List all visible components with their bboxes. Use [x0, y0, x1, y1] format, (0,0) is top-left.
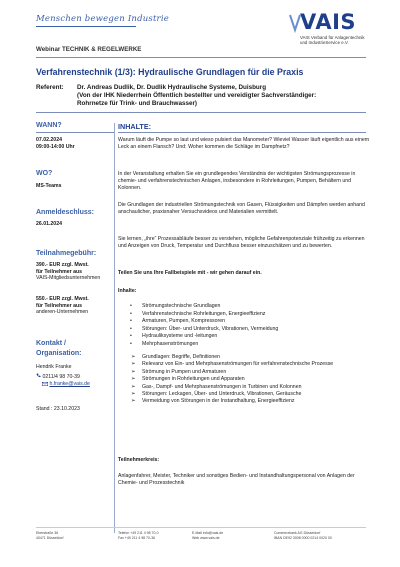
bullet-icon: •: [130, 303, 132, 309]
list-item: [131, 391, 368, 398]
event-date: 07.02.2024: [36, 137, 62, 143]
fee-member-line: VAIS-Mitgliedsunternehmen: [36, 275, 101, 282]
contact-phone: 0211/4 98 70-39: [42, 374, 80, 380]
inhalte-list: [130, 303, 279, 349]
list-item-text: Grundlagen: Begriffe, Definitionen: [142, 354, 221, 360]
list-item-text: Strömung in Pumpen und Armaturen: [142, 368, 227, 375]
tagline: Menschen bewegen Industrie: [36, 14, 169, 24]
fee-member-amount: 390.- EUR zzgl. Mwst.: [36, 262, 89, 268]
footer-line: Eberstraße 36: [36, 531, 59, 535]
teilnehmerkreis-text: Anlagenfahrer, Meister, Techniker und sonstiges Bedien- und Instandhaltungspersonal von Anlagen der Chemie- und Prozesstechnik: [118, 473, 355, 486]
footer-divider: [36, 527, 366, 528]
contact-email-link[interactable]: h.franke@vais.de: [49, 381, 90, 387]
list-item: [130, 340, 278, 349]
referent-label: Referent:: [36, 84, 64, 91]
footer-bank: [274, 531, 332, 540]
kontakt-heading-line: Kontakt /: [36, 340, 66, 347]
bullet-icon: •: [130, 325, 132, 332]
divider: [36, 112, 366, 113]
divider: [36, 132, 114, 133]
inhalte-label: Inhalte:: [118, 288, 137, 294]
topics-list: [131, 354, 368, 406]
paragraph: Die Grundlagen der industriellen Strömungstechnik von Gasen, Flüssigkeiten und Dämpfen werden anhand anschaulicher, praxisnaher Versuchsvideos und Materialien vermittelt.: [118, 202, 365, 215]
list-item-text: Hydrauliksysteme und -leitungen: [142, 333, 218, 340]
bullet-icon: •: [130, 340, 132, 347]
paragraph: In der Veranstaltung erhalten Sie ein grundlegendes Verständnis der wichtigsten Strömungsprozesse in chemie- und verfahrenstechnischen Anlagen, insbesondere in Rohrleitungen, Pumpen, Behältern und Kolonnen.: [118, 171, 356, 191]
fee-member-line: für Teilnehmer aus: [36, 268, 83, 275]
kontakt-heading-line: Organisation:: [36, 350, 82, 357]
list-item: [131, 368, 368, 376]
fee-nonmember: [36, 296, 89, 316]
list-item-text: Armaturen, Pumpen, Kompressoren: [142, 318, 226, 325]
kontakt-heading: [36, 339, 82, 359]
list-item: [131, 376, 368, 383]
checkmark-icon: ➢: [131, 361, 136, 368]
footer-address: [36, 531, 63, 540]
fee-nonmember-line: anderen-Unternehmen: [36, 309, 89, 316]
footer-web: [192, 531, 223, 540]
checkmark-icon: ➢: [131, 391, 136, 398]
stand-date: Stand : 23.10.2023: [36, 406, 80, 412]
wo-heading: WO?: [36, 170, 53, 177]
list-item-text: Vermeidung von Störungen in der Instandhaltung, Energieeffizienz: [142, 398, 295, 405]
footer-line: 40471 Düsseldorf: [36, 535, 64, 540]
list-item: [131, 354, 368, 361]
tagline-underline: [36, 26, 136, 27]
footer-line: IBAN DE92 3008 0000 0214 0020 00: [274, 535, 332, 540]
footer-line: E-Mail info@vais.de: [192, 531, 224, 535]
list-item-text: Störungen: Leckagen, Über- und Unterdruck, Vibrationen, Geräusche: [142, 391, 302, 398]
paragraph: Sie lernen, „ihre“ Prozessabläufe besser zu verstehen, mögliche Gefahrenpotenziale frühzeitig zu erkennen und Anzeigen von Druck, Temperatur und Durchfluss besser einzuschätzen und zu bewerten.: [118, 236, 365, 249]
checkmark-icon: ➢: [131, 383, 136, 390]
referent-line: Dr. Andreas Dudlik, Dr. Dudlik Hydraulische Systeme, Duisburg: [77, 84, 267, 91]
checkmark-icon: ➢: [131, 368, 136, 375]
call-to-action: Teilen Sie uns Ihre Fallbeispiele mit - wir gehen darauf ein.: [118, 270, 262, 276]
logo-subtitle: [300, 35, 395, 46]
intro-paragraph: Warum läuft die Pumpe so laut und wieso pulsiert das Manometer? Wieviel Wasser läuft eigentlich aus einem Leck an einem Flansch? Und: Woher kommen die Schläge im Dampfnetz?: [118, 137, 370, 150]
footer-line: Web www.vais.de: [192, 535, 220, 540]
list-item: [131, 398, 368, 405]
divider: [36, 57, 366, 58]
event-location: MS-Teams: [36, 183, 62, 189]
event-type: Webinar TECHNIK & REGELWERKE: [36, 46, 142, 53]
footer-line: Commerzbank AG Düsseldorf: [274, 531, 321, 535]
footer-line: Fax +49 211 4 98 70-36: [118, 535, 156, 540]
footer-line: Telefon +49 211 4 98 70-0: [118, 531, 159, 535]
list-item-text: Strömungstechnische Grundlagen: [142, 303, 221, 309]
divider: [118, 132, 366, 133]
bullet-icon: •: [130, 333, 132, 340]
list-item: [130, 325, 279, 334]
checkmark-icon: ➢: [131, 354, 136, 360]
mail-icon: [42, 382, 48, 386]
list-item: [131, 361, 368, 368]
list-item-text: Strömungen in Rohrleitungen und Apparaten: [142, 376, 245, 383]
referent-line: (Von der IHK Niederrhein Öffentlich bestellter und vereidigter Sachverständiger:: [77, 92, 317, 99]
fee-nonmember-line: für Teilnehmer aus: [36, 302, 83, 309]
list-item: [130, 333, 278, 341]
fee-member: [36, 262, 100, 282]
list-item: [131, 383, 368, 391]
checkmark-icon: ➢: [131, 376, 136, 383]
inhalte-heading: INHALTE:: [118, 122, 152, 131]
fee-heading: Teilnahmegebühr:: [36, 250, 97, 257]
anmeldeschluss-date: 26.01.2024: [36, 221, 62, 227]
bullet-icon: •: [130, 318, 132, 325]
contact-email-row: [42, 381, 90, 388]
checkmark-icon: ➢: [131, 398, 136, 405]
referent-line: Rohrnetze für Trink- und Brauchwasser): [77, 100, 198, 107]
bullet-icon: •: [130, 310, 132, 317]
list-item: [130, 310, 278, 319]
phone-icon: [36, 373, 41, 378]
page-title: Verfahrenstechnik (1/3): Hydraulische Grundlagen für die Praxis: [36, 67, 304, 77]
list-item: [130, 318, 278, 326]
list-item-text: Verfahrenstechnische Rohrleitungen, Energieeffizienz: [142, 310, 266, 317]
anmeldeschluss-heading: Anmeldeschluss:: [36, 209, 94, 216]
list-item-text: Gas-, Dampf- und Mehrphasenströmungen in Turbinen und Kolonnen: [142, 383, 302, 390]
event-time: 09:00-14:00 Uhr: [36, 144, 75, 150]
logo-subtitle-line: VAIS Verband für Anlagentechnik: [300, 35, 365, 40]
list-item-text: Störungen: Über- und Unterdruck, Vibrationen, Vermeidung: [142, 325, 279, 332]
wann-heading: WANN?: [36, 122, 62, 129]
list-item: [130, 303, 278, 311]
logo-subtitle-line: und IndustrieService e.V.: [300, 40, 349, 46]
list-item-text: Relevanz von Ein- und Mehrphasenströmungen für verfahrenstechnische Prozesse: [142, 361, 334, 368]
vais-logo: VAIS: [300, 10, 357, 34]
list-item-text: Mehrphasenströmungen: [142, 340, 199, 347]
teilnehmerkreis-label: Teilnehmerkreis:: [118, 457, 160, 463]
contact-name: Hendrik Franke: [36, 364, 72, 370]
fee-nonmember-amount: 550.- EUR zzgl. Mwst.: [36, 296, 89, 302]
column-divider: [114, 123, 115, 533]
footer-phone: [118, 531, 159, 540]
contact-phone-row: [36, 373, 80, 381]
